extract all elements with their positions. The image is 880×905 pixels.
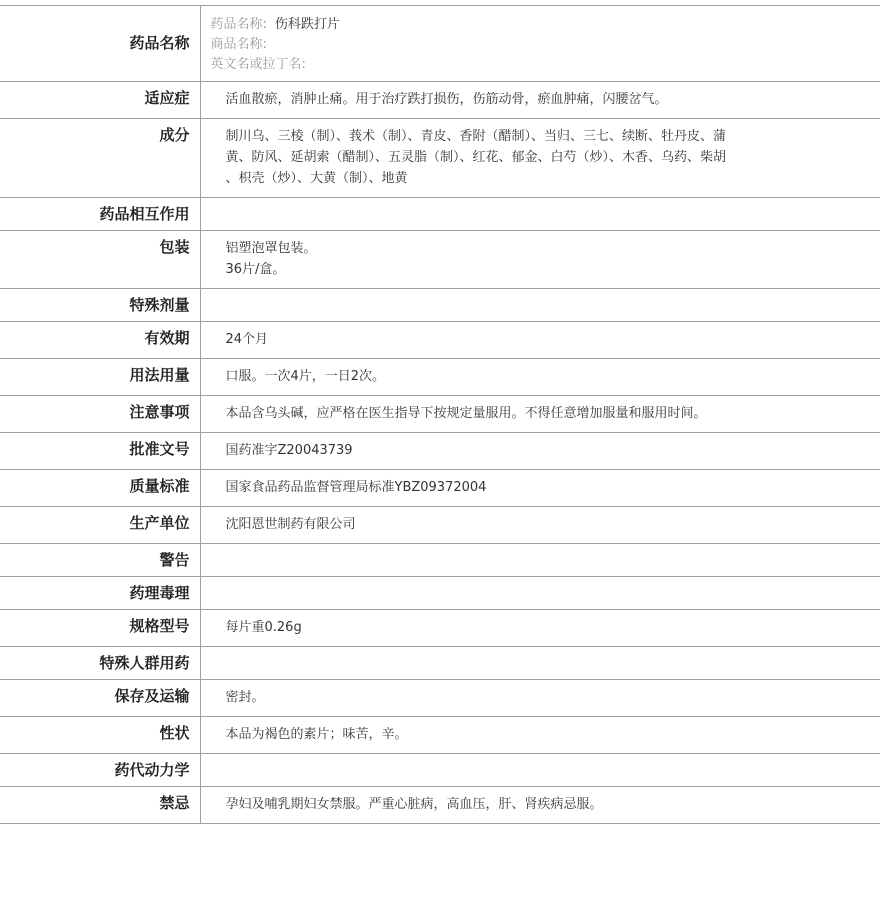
spec-row-value-line: 国家食品药品监督管理局标准YBZ09372004: [226, 477, 880, 498]
spec-row-label: 特殊人群用药: [0, 647, 200, 680]
spec-row-label: 包装: [0, 231, 200, 289]
spec-row-value-line: 口服。一次4片，一日2次。: [226, 366, 880, 387]
spec-row-value: [200, 680, 880, 717]
spec-row-label: 药品相互作用: [0, 198, 200, 231]
drug-name-label: 药品名称: [0, 6, 200, 82]
spec-row-value-line: 孕妇及哺乳期妇女禁服。严重心脏病，高血压，肝、肾疾病忌服。: [226, 794, 880, 815]
spec-row-value-line: 国药准字Z20043739: [226, 440, 880, 461]
spec-row-value: [200, 433, 880, 470]
spec-row-value-line: 沈阳恩世制药有限公司: [226, 514, 880, 535]
spec-row-value: [200, 82, 880, 119]
spec-row-label: 药理毒理: [0, 577, 200, 610]
spec-row-label: 成分: [0, 119, 200, 198]
spec-row-value-line: 密封。: [226, 687, 880, 708]
drug-name-values: [200, 6, 880, 82]
spec-row-value: [200, 470, 880, 507]
spec-row-value: [200, 119, 880, 198]
spec-row: [0, 396, 880, 433]
spec-row: [0, 433, 880, 470]
spec-row-label: 有效期: [0, 322, 200, 359]
spec-row-label: 注意事项: [0, 396, 200, 433]
spec-row: [0, 198, 880, 231]
spec-row-value-line: 、枳壳（炒）、大黄（制）、地黄: [226, 168, 796, 189]
spec-row-value-line: 活血散瘀，消肿止痛。用于治疗跌打损伤，伤筋动骨，瘀血肿痛，闪腰岔气。: [226, 89, 880, 110]
spec-row-label: 规格型号: [0, 610, 200, 647]
spec-row-value: [200, 198, 880, 231]
english-name-line: [211, 55, 880, 75]
spec-row-value-line: 本品为褐色的素片；味苦，辛。: [226, 724, 880, 745]
spec-row: [0, 577, 880, 610]
spec-row: [0, 647, 880, 680]
spec-row-label: 性状: [0, 717, 200, 754]
spec-row-value: [200, 647, 880, 680]
generic-name-value: 伤科跌打片: [275, 17, 340, 32]
spec-row: [0, 470, 880, 507]
spec-row-value: [200, 610, 880, 647]
spec-row-value-line: 36片/盒。: [226, 259, 880, 280]
spec-row-value: [200, 322, 880, 359]
spec-row-value: [200, 396, 880, 433]
spec-row-label: 用法用量: [0, 359, 200, 396]
spec-row-value: [200, 717, 880, 754]
spec-row-value-line: 黄、防风、延胡索（醋制）、五灵脂（制）、红花、郁金、白芍（炒）、木香、乌药、柴胡: [226, 147, 796, 168]
spec-row-label: 批准文号: [0, 433, 200, 470]
spec-row-label: 药代动力学: [0, 754, 200, 787]
row-drug-name: [0, 6, 880, 82]
spec-row-value: [200, 544, 880, 577]
spec-row-value: [200, 507, 880, 544]
spec-row-value-line: 本品含乌头碱，应严格在医生指导下按规定量服用。不得任意增加服量和服用时间。: [226, 403, 880, 424]
spec-row-label: 保存及运输: [0, 680, 200, 717]
spec-row: [0, 680, 880, 717]
spec-row-value: [200, 754, 880, 787]
spec-row-label: 警告: [0, 544, 200, 577]
spec-row: [0, 82, 880, 119]
spec-row-label: 禁忌: [0, 787, 200, 824]
spec-row: [0, 610, 880, 647]
spec-row-label: 特殊剂量: [0, 289, 200, 322]
spec-row: [0, 717, 880, 754]
spec-row-value-line: 24个月: [226, 329, 880, 350]
spec-row-value: [200, 577, 880, 610]
spec-row-value: [200, 359, 880, 396]
spec-row-value-line: 制川乌、三棱（制）、莪术（制）、青皮、香附（醋制）、当归、三七、续断、牡丹皮、蒲: [226, 126, 796, 147]
spec-row: [0, 289, 880, 322]
english-name-label: 英文名或拉丁名:: [211, 57, 306, 72]
spec-row: [0, 322, 880, 359]
spec-row: [0, 754, 880, 787]
trade-name-label: 商品名称:: [211, 37, 267, 52]
spec-row: [0, 119, 880, 198]
spec-row: [0, 787, 880, 824]
generic-name-label: 药品名称:: [211, 17, 267, 32]
spec-row-label: 生产单位: [0, 507, 200, 544]
spec-row-value: [200, 289, 880, 322]
spec-row-value: [200, 231, 880, 289]
spec-row: [0, 544, 880, 577]
spec-row-value-line: 每片重0.26g: [226, 617, 880, 638]
drug-spec-body: [0, 6, 880, 824]
spec-row-label: 质量标准: [0, 470, 200, 507]
spec-row: [0, 507, 880, 544]
spec-row-label: 适应症: [0, 82, 200, 119]
spec-row: [0, 231, 880, 289]
spec-row-value-line: 铝塑泡罩包装。: [226, 238, 880, 259]
spec-row: [0, 359, 880, 396]
generic-name-line: [211, 15, 880, 35]
spec-row-value: [200, 787, 880, 824]
trade-name-line: [211, 35, 880, 55]
drug-spec-table: [0, 5, 880, 824]
